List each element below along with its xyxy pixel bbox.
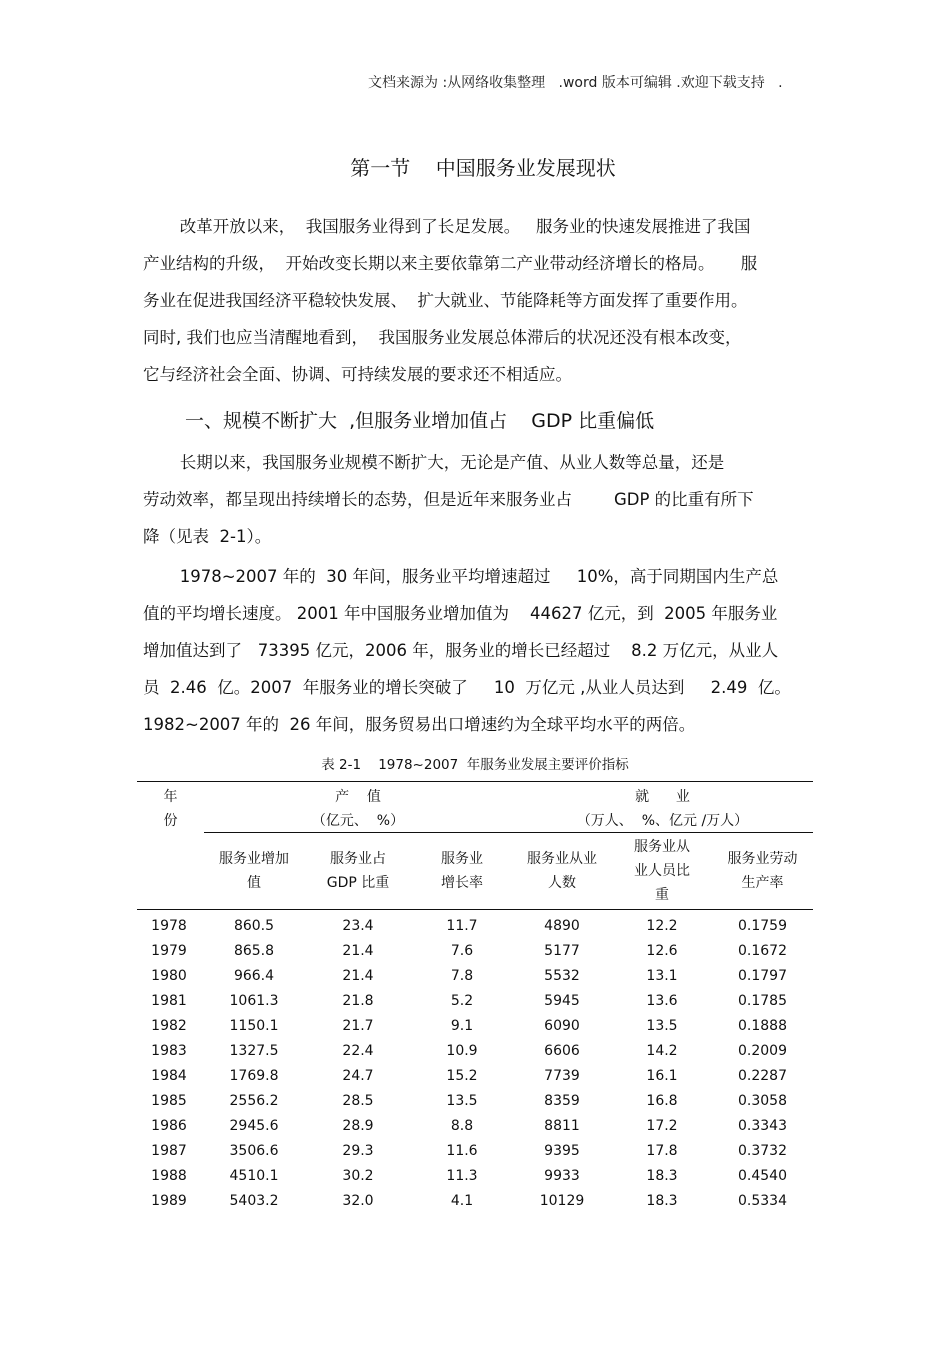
productivity-cell: 0.1759 (738, 918, 787, 934)
productivity-cell: 0.3058 (738, 1093, 787, 1109)
productivity-cell: 0.4540 (738, 1168, 787, 1184)
table-row (137, 1139, 813, 1164)
productivity-cell: 0.1888 (738, 1018, 787, 1034)
growth-rate-cell: 11.3 (446, 1168, 478, 1184)
growth-rate-cell: 8.8 (450, 1118, 474, 1134)
header-note: 文档来源为 :从网络收集整理 .word 版本可编辑 .欢迎下载支持 . (368, 75, 783, 91)
productivity-cell: 0.2009 (738, 1043, 787, 1059)
growth-rate-cell: 5.2 (450, 993, 474, 1009)
year-cell: 1989 (151, 1193, 187, 1209)
value-added-cell: 860.5 (233, 918, 275, 934)
col-header-gdp-share: 服务业占 GDP 比重 (326, 851, 390, 891)
employment-share-cell: 16.1 (646, 1068, 678, 1084)
employment-cell: 9395 (544, 1143, 580, 1159)
growth-rate-cell: 7.8 (450, 968, 474, 984)
table-row (137, 1014, 813, 1039)
year-cell: 1980 (151, 968, 187, 984)
employment-group-header: 就 业 （万人、 %、亿元 /万人） (576, 789, 749, 829)
value-added-cell: 5403.2 (229, 1193, 279, 1209)
gdp-share-cell: 21.8 (342, 993, 374, 1009)
employment-share-cell: 13.6 (646, 993, 678, 1009)
value-added-cell: 1061.3 (229, 993, 279, 1009)
subheading: 一、规模不断扩大 ,但服务业增加值占 GDP 比重偏低 (185, 410, 655, 432)
employment-share-cell: 16.8 (646, 1093, 678, 1109)
col-header-value-added: 服务业增加 值 (219, 851, 289, 891)
paragraph-line: 它与经济社会全面、协调、可持续发展的要求还不相适应。 (143, 365, 572, 384)
value-added-cell: 4510.1 (229, 1168, 279, 1184)
paragraph-line: 产业结构的升级， 开始改变长期以来主要依靠第二产业带动经济增长的格局。 服 (143, 254, 758, 273)
year-cell: 1985 (151, 1093, 187, 1109)
employment-cell: 7739 (544, 1068, 580, 1084)
employment-share-cell: 13.5 (646, 1018, 678, 1034)
col-header-growth-rate: 服务业 增长率 (441, 851, 483, 891)
employment-share-cell: 12.2 (646, 918, 678, 934)
table-header-rule (137, 909, 813, 910)
paragraph-line: 劳动效率，都呈现出持续增长的态势，但是近年来服务业占 GDP 的比重有所下 (143, 490, 754, 509)
paragraph-line: 务业在促进我国经济平稳较快发展、 扩大就业、节能降耗等方面发挥了重要作用。 (143, 291, 748, 310)
growth-rate-cell: 13.5 (446, 1093, 478, 1109)
employment-share-cell: 17.8 (646, 1143, 678, 1159)
gdp-share-cell: 22.4 (342, 1043, 374, 1059)
paragraph-line: 值的平均增长速度。 2001 年中国服务业增加值为 44627 亿元，到 2005 年服务业 (143, 604, 778, 623)
value-added-cell: 2945.6 (229, 1118, 279, 1134)
employment-share-cell: 13.1 (646, 968, 678, 984)
paragraph-line: 增加值达到了 73395 亿元，2006 年，服务业的增长已经超过 8.2 万亿元，从业人 (143, 641, 779, 660)
year-cell: 1987 (151, 1143, 187, 1159)
employment-cell: 10129 (539, 1193, 585, 1209)
table-row (137, 914, 813, 939)
value-added-cell: 1150.1 (229, 1018, 279, 1034)
gdp-share-cell: 30.2 (342, 1168, 374, 1184)
gdp-share-cell: 21.7 (342, 1018, 374, 1034)
employment-share-cell: 12.6 (646, 943, 678, 959)
col-header-employment: 服务业从业 人数 (527, 851, 597, 891)
table-row (137, 964, 813, 989)
productivity-cell: 0.1785 (738, 993, 787, 1009)
table-row (137, 1189, 813, 1214)
year-cell: 1986 (151, 1118, 187, 1134)
table-caption: 表 2-1 1978~2007 年服务业发展主要评价指标 (321, 757, 629, 773)
employment-cell: 8359 (544, 1093, 580, 1109)
employment-cell: 4890 (544, 918, 580, 934)
growth-rate-cell: 15.2 (446, 1068, 478, 1084)
productivity-cell: 0.1672 (738, 943, 787, 959)
employment-cell: 5945 (544, 993, 580, 1009)
paragraph-growth (143, 558, 811, 743)
employment-cell: 6606 (544, 1043, 580, 1059)
col-header-employment-share: 服务业从 业人员比 重 (634, 839, 690, 903)
employment-cell: 6090 (544, 1018, 580, 1034)
year-cell: 1984 (151, 1068, 187, 1084)
table-row (137, 939, 813, 964)
paragraph-line: 同时, 我们也应当清醒地看到， 我国服务业发展总体滞后的状况还没有根本改变， (143, 328, 742, 347)
paragraph-line: 改革开放以来， 我国服务业得到了长足发展。 服务业的快速发展推进了我国 (143, 217, 751, 236)
productivity-cell: 0.3732 (738, 1143, 787, 1159)
employment-cell: 5177 (544, 943, 580, 959)
gdp-share-cell: 28.5 (342, 1093, 374, 1109)
gdp-share-cell: 21.4 (342, 943, 374, 959)
table-row (137, 1039, 813, 1064)
value-added-cell: 2556.2 (229, 1093, 279, 1109)
employment-cell: 9933 (544, 1168, 580, 1184)
year-cell: 1982 (151, 1018, 187, 1034)
employment-cell: 8811 (544, 1118, 580, 1134)
year-cell: 1983 (151, 1043, 187, 1059)
output-group-header: 产 值 （亿元、 %） (311, 789, 405, 829)
employment-share-cell: 14.2 (646, 1043, 678, 1059)
gdp-share-cell: 24.7 (342, 1068, 374, 1084)
value-added-cell: 3506.6 (229, 1143, 279, 1159)
productivity-cell: 0.2287 (738, 1068, 787, 1084)
col-header-productivity: 服务业劳动 生产率 (727, 851, 798, 891)
paragraph-line: 员 2.46 亿。2007 年服务业的增长突破了 10 万亿元 ,从业人员达到 2.49 亿。 (143, 678, 791, 697)
year-cell: 1978 (151, 918, 187, 934)
productivity-cell: 0.5334 (738, 1193, 787, 1209)
productivity-cell: 0.1797 (738, 968, 787, 984)
year-cell: 1979 (151, 943, 187, 959)
table-row (137, 1164, 813, 1189)
table-row (137, 1064, 813, 1089)
employment-cell: 5532 (544, 968, 580, 984)
gdp-share-cell: 32.0 (342, 1193, 374, 1209)
gdp-share-cell: 23.4 (342, 918, 374, 934)
growth-rate-cell: 11.6 (446, 1143, 478, 1159)
employment-share-cell: 18.3 (646, 1168, 678, 1184)
paragraph-scale (143, 444, 811, 555)
paragraph-line: 降（见表 2-1）。 (143, 527, 272, 546)
paragraph-line: 1982~2007 年的 26 年间，服务贸易出口增速约为全球平均水平的两倍。 (143, 715, 696, 734)
value-added-cell: 1327.5 (229, 1043, 279, 1059)
year-cell: 1981 (151, 993, 187, 1009)
value-added-cell: 1769.8 (229, 1068, 279, 1084)
table-top-rule (137, 781, 813, 782)
value-added-cell: 966.4 (233, 968, 275, 984)
employment-share-cell: 18.3 (646, 1193, 678, 1209)
gdp-share-cell: 29.3 (342, 1143, 374, 1159)
year-cell: 1988 (151, 1168, 187, 1184)
paragraph-line: 长期以来，我国服务业规模不断扩大，无论是产值、从业人数等总量，还是 (143, 453, 725, 472)
value-added-cell: 865.8 (233, 943, 275, 959)
intro-paragraph (143, 208, 811, 393)
productivity-cell: 0.3343 (738, 1118, 787, 1134)
paragraph-line: 1978~2007 年的 30 年间，服务业平均增速超过 10%，高于同期国内生产总 (143, 567, 779, 586)
section-title: 第一节 中国服务业发展现状 (350, 156, 616, 180)
growth-rate-cell: 7.6 (450, 943, 474, 959)
growth-rate-cell: 11.7 (446, 918, 478, 934)
growth-rate-cell: 10.9 (446, 1043, 478, 1059)
gdp-share-cell: 21.4 (342, 968, 374, 984)
table-row (137, 989, 813, 1014)
growth-rate-cell: 4.1 (450, 1193, 474, 1209)
growth-rate-cell: 9.1 (450, 1018, 474, 1034)
table-row (137, 1089, 813, 1114)
gdp-share-cell: 28.9 (342, 1118, 374, 1134)
table-row (137, 1114, 813, 1139)
employment-share-cell: 17.2 (646, 1118, 678, 1134)
year-header: 年 份 (163, 789, 178, 829)
